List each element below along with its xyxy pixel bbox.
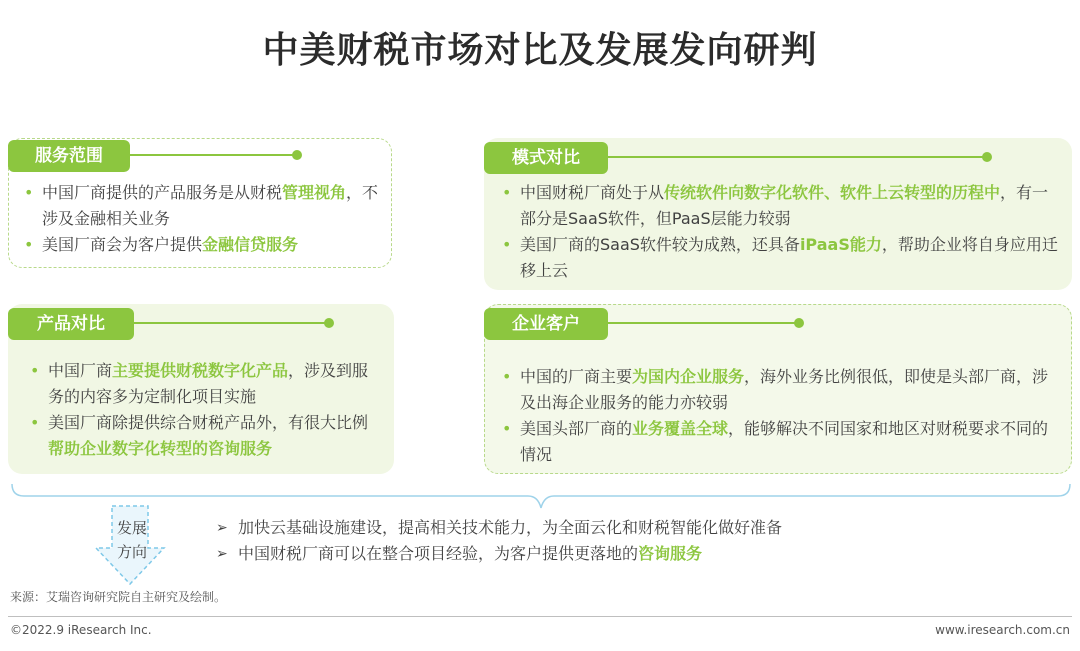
list-item: • 中国厂商主要提供财税数字化产品，涉及到服务的内容多为定制化项目实施	[28, 358, 384, 410]
list-item: • 美国头部厂商的业务覆盖全球，能够解决不同国家和地区对财税要求不同的情况	[500, 416, 1060, 468]
direction-list	[216, 515, 782, 567]
footer-divider	[8, 616, 1072, 617]
highlight-text: 管理视角	[282, 183, 347, 202]
enterprise-customer-tag-line	[606, 322, 798, 324]
service-scope-list	[22, 180, 384, 258]
list-item: ➢ 中国财税厂商可以在整合项目经验，为客户提供更落地的咨询服务	[216, 541, 782, 567]
product-compare-tag-dot	[324, 318, 334, 328]
mode-compare-tag: 模式对比	[484, 142, 608, 174]
highlight-text: iPaaS能力	[799, 235, 882, 254]
highlight-text: 传统软件向数字化软件、软件上云转型的历程中	[664, 183, 1001, 202]
list-item: • 美国厂商除提供综合财税产品外，有很大比例帮助企业数字化转型的咨询服务	[28, 410, 384, 462]
brace-divider	[10, 482, 1072, 512]
mode-compare-tag-line	[606, 156, 986, 158]
enterprise-customer-list	[500, 364, 1060, 468]
list-item: • 美国厂商会为客户提供金融信贷服务	[22, 232, 384, 258]
mode-compare-list	[500, 180, 1060, 284]
list-item: • 中国财税厂商处于从传统软件向数字化软件、软件上云转型的历程中，有一部分是SaaS软件，但PaaS层能力较弱	[500, 180, 1060, 232]
direction-label: 发展 方向	[116, 519, 147, 561]
list-item: • 美国厂商的SaaS软件较为成熟，还具备iPaaS能力，帮助企业将自身应用迁移上云	[500, 232, 1060, 284]
enterprise-customer-tag-dot	[794, 318, 804, 328]
service-scope-tag: 服务范围	[8, 140, 130, 172]
copyright-text: ©2022.9 iResearch Inc.	[10, 623, 152, 637]
page-title: 中美财税市场对比及发展发向研判	[262, 30, 818, 71]
source-note: 来源：艾瑞咨询研究院自主研究及绘制。	[10, 590, 227, 604]
highlight-text: 咨询服务	[638, 544, 703, 563]
product-compare-list	[28, 358, 384, 462]
enterprise-customer-tag: 企业客户	[484, 308, 608, 340]
mode-compare-tag-dot	[982, 152, 992, 162]
highlight-text: 业务覆盖全球	[632, 419, 729, 438]
highlight-text: 帮助企业数字化转型的咨询服务	[48, 439, 273, 458]
highlight-text: 金融信贷服务	[202, 235, 299, 254]
list-item: ➢ 加快云基础设施建设，提高相关技术能力，为全面云化和财税智能化做好准备	[216, 515, 782, 541]
highlight-text: 为国内企业服务	[632, 367, 745, 386]
highlight-text: 主要提供财税数字化产品	[112, 361, 289, 380]
website-link[interactable]: www.iresearch.com.cn	[935, 623, 1070, 637]
list-item: • 中国厂商提供的产品服务是从财税管理视角，不涉及金融相关业务	[22, 180, 384, 232]
list-item: • 中国的厂商主要为国内企业服务，海外业务比例很低，即使是头部厂商，涉及出海企业服务的能力亦较弱	[500, 364, 1060, 416]
service-scope-tag-line	[128, 154, 298, 156]
product-compare-tag-line	[132, 322, 328, 324]
product-compare-tag: 产品对比	[8, 308, 134, 340]
service-scope-tag-dot	[292, 150, 302, 160]
